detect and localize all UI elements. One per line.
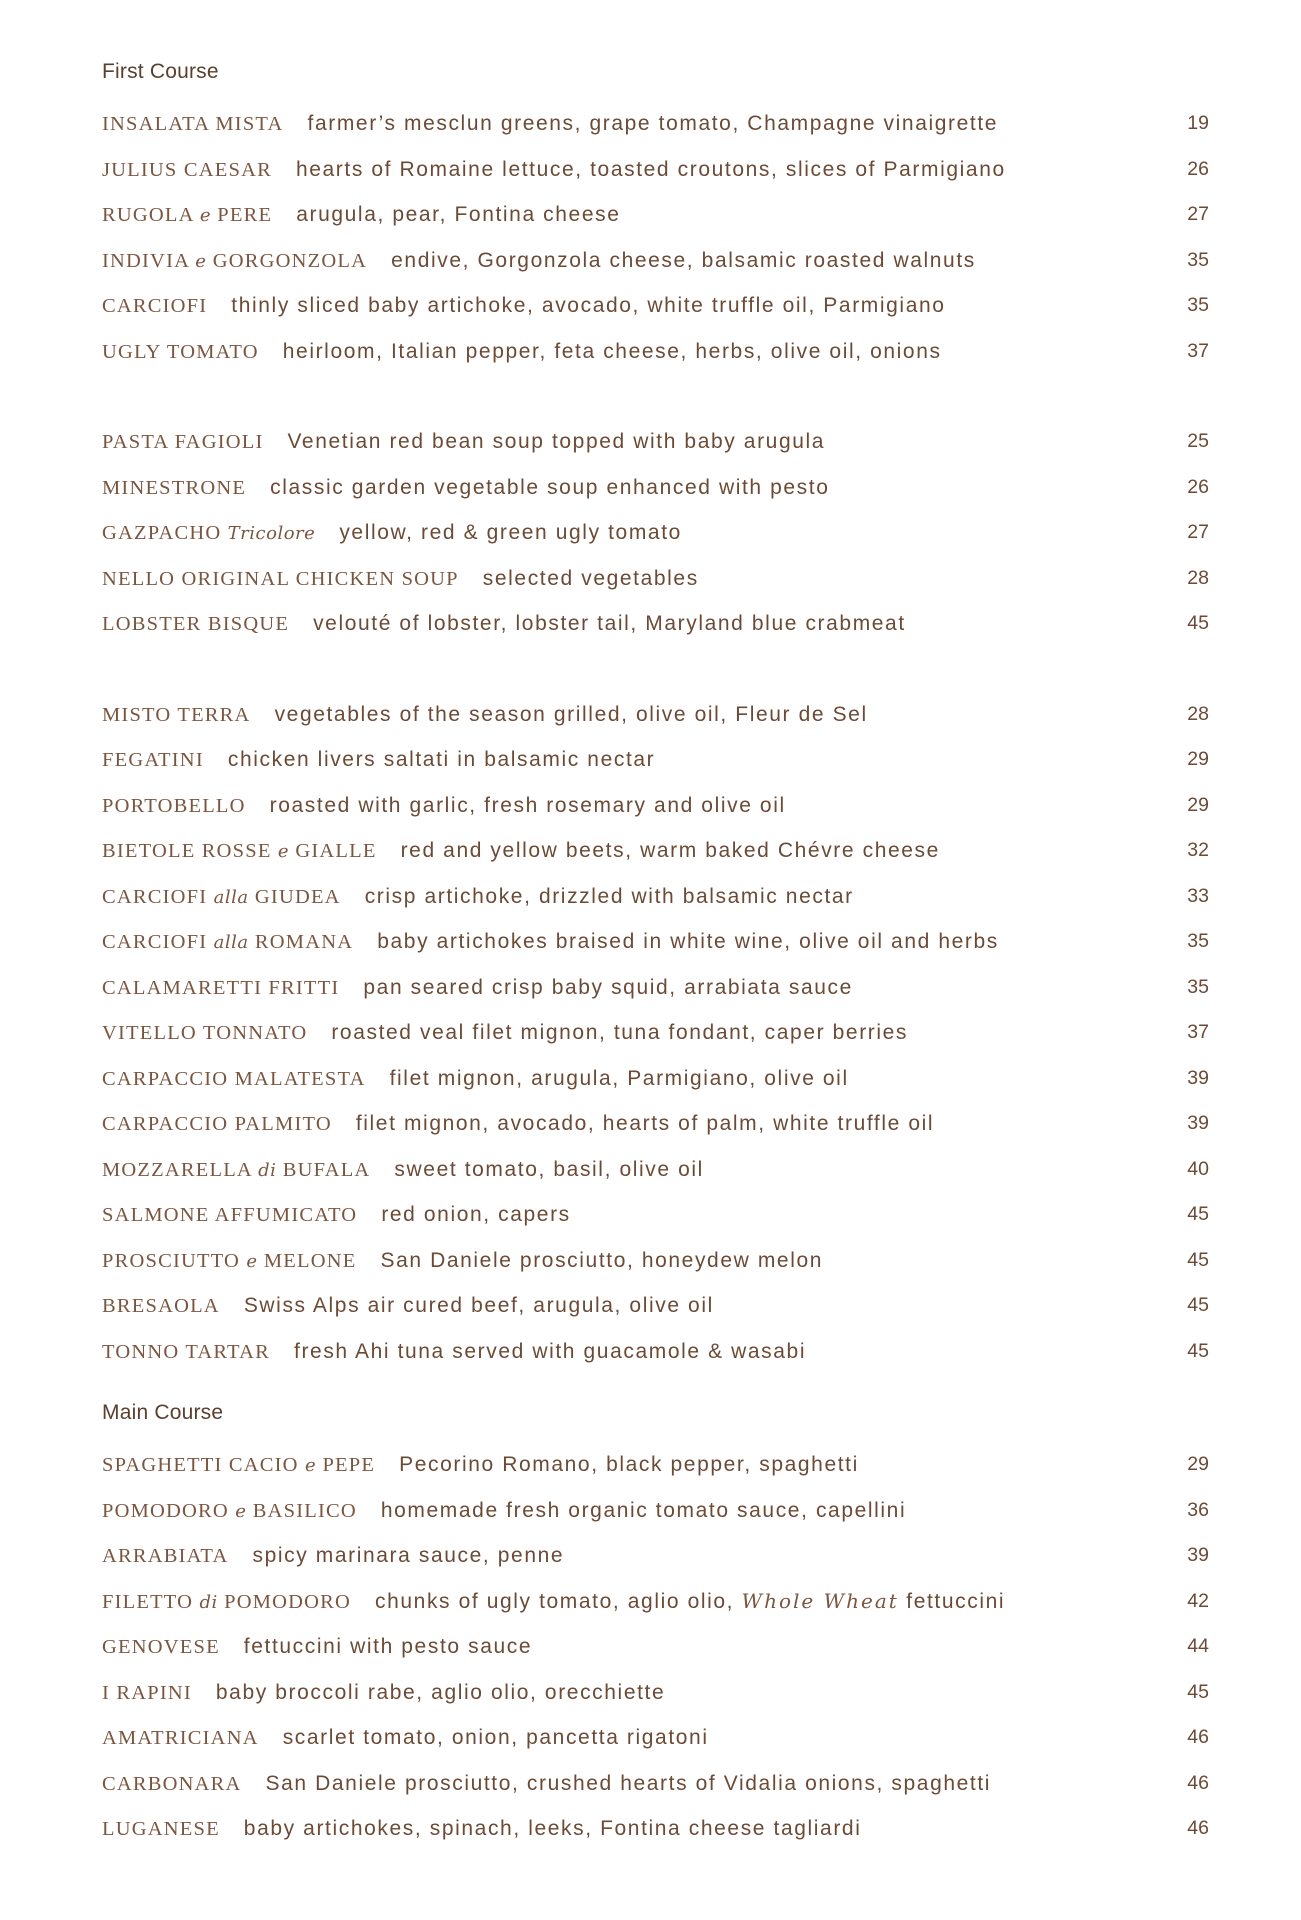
first-course-section xyxy=(102,101,1222,1374)
item-name-part: MOZZARELLA xyxy=(102,1158,259,1181)
menu-item xyxy=(102,147,1222,193)
item-price: 35 xyxy=(1187,930,1209,952)
item-description: endive, Gorgonzola cheese, balsamic roasted walnuts xyxy=(391,248,976,272)
menu-item xyxy=(102,874,1222,920)
menu-item xyxy=(102,601,1222,647)
item-description: roasted with garlic, fresh rosemary and olive oil xyxy=(269,793,786,817)
item-name: GENOVESE xyxy=(102,1636,220,1658)
item-name-part: PEPE xyxy=(316,1454,376,1476)
item-name xyxy=(102,204,272,226)
item-name-part: GIUDEA xyxy=(248,885,341,908)
item-name: UGLY TOMATO xyxy=(102,340,259,363)
item-name: PORTOBELLO xyxy=(102,794,246,817)
item-name-italic: alla xyxy=(213,932,249,953)
item-name-part: GAZPACHO xyxy=(102,522,228,544)
item-description: crisp artichoke, drizzled with balsamic nectar xyxy=(364,884,854,908)
item-name: MISTO TERRA xyxy=(102,703,251,726)
item-price: 37 xyxy=(1187,339,1209,362)
item-price: 26 xyxy=(1187,475,1209,498)
item-name-part: CARCIOFI xyxy=(102,931,214,953)
item-price: 32 xyxy=(1187,839,1209,861)
item-description: filet mignon, avocado, hearts of palm, white truffle oil xyxy=(355,1112,935,1135)
item-name-italic: e xyxy=(246,1250,258,1272)
item-name-italic: e xyxy=(277,841,290,862)
menu-item xyxy=(102,692,1222,738)
item-price: 45 xyxy=(1187,1248,1209,1271)
item-name xyxy=(102,522,315,544)
item-name xyxy=(102,1500,357,1522)
item-description-part: fettuccini xyxy=(898,1589,1006,1613)
item-price: 45 xyxy=(1187,1203,1209,1225)
item-price: 44 xyxy=(1187,1635,1209,1657)
item-description: filet mignon, arugula, Parmigiano, olive oil xyxy=(389,1066,849,1090)
item-price: 35 xyxy=(1187,975,1209,998)
item-description: farmer’s mesclun greens, grape tomato, Champagne vinaigrette xyxy=(307,112,999,135)
item-name-part: INDIVIA xyxy=(102,249,196,272)
item-description: yellow, red & green ugly tomato xyxy=(339,521,682,544)
item-name-part: POMODORO xyxy=(217,1590,352,1613)
item-description: heirloom, Italian pepper, feta cheese, herbs, olive oil, onions xyxy=(282,339,942,363)
item-price: 36 xyxy=(1187,1498,1209,1521)
first-course-heading: First Course xyxy=(102,60,219,83)
item-name-part: FILETTO xyxy=(102,1590,200,1613)
menu-item xyxy=(102,1192,1222,1238)
item-price: 45 xyxy=(1187,1339,1209,1362)
item-description: fettuccini with pesto sauce xyxy=(243,1635,533,1658)
item-name xyxy=(102,886,341,908)
item-name-part: ROMANA xyxy=(248,931,354,953)
item-description: classic garden vegetable soup enhanced with pesto xyxy=(270,475,830,499)
menu-item xyxy=(102,1283,1222,1329)
item-name xyxy=(102,1454,375,1476)
item-description: baby broccoli rabe, aglio olio, orecchiette xyxy=(215,1680,666,1704)
item-price: 45 xyxy=(1187,612,1209,634)
menu-item xyxy=(102,828,1222,874)
item-description: red and yellow beets, warm baked Chévre cheese xyxy=(400,839,940,862)
item-name-part: PROSCIUTTO xyxy=(102,1249,247,1272)
item-name-part: CARCIOFI xyxy=(102,885,214,908)
item-description-script: Whole Wheat xyxy=(741,1588,899,1613)
item-name: TONNO TARTAR xyxy=(102,1340,271,1363)
item-description: chicken livers saltati in balsamic nectar xyxy=(227,748,656,771)
item-name xyxy=(102,1591,351,1613)
item-price: 26 xyxy=(1187,157,1209,180)
menu-item xyxy=(102,1329,1222,1375)
item-description: Pecorino Romano, black pepper, spaghetti xyxy=(399,1453,859,1476)
item-description: San Daniele prosciutto, honeydew melon xyxy=(380,1248,824,1272)
item-description: arugula, pear, Fontina cheese xyxy=(296,203,621,226)
item-description: homemade fresh organic tomato sauce, capellini xyxy=(380,1498,907,1522)
menu-item xyxy=(102,192,1222,238)
item-name: NELLO ORIGINAL CHICKEN SOUP xyxy=(102,567,459,590)
item-name: AMATRICIANA xyxy=(102,1727,259,1749)
item-name-part: PERE xyxy=(210,204,273,226)
item-name-part: GORGONZOLA xyxy=(206,249,368,272)
main-course-section xyxy=(102,1442,1222,1852)
menu-item xyxy=(102,783,1222,829)
item-price: 28 xyxy=(1187,566,1209,589)
menu-item xyxy=(102,419,1222,465)
menu-item xyxy=(102,1442,1222,1488)
item-price: 39 xyxy=(1187,1066,1209,1089)
item-description: thinly sliced baby artichoke, avocado, white truffle oil, Parmigiano xyxy=(231,294,946,317)
item-name-part: RUGOLA xyxy=(102,204,200,226)
item-description: pan seared crisp baby squid, arrabiata sauce xyxy=(363,975,853,999)
item-name-italic: di xyxy=(199,1591,218,1613)
item-name-italic: e xyxy=(199,205,211,226)
item-name-part: BIETOLE ROSSE xyxy=(102,840,278,862)
item-description: selected vegetables xyxy=(482,566,699,590)
menu-item xyxy=(102,1670,1222,1716)
item-price: 40 xyxy=(1187,1157,1209,1180)
item-name: BRESAOLA xyxy=(102,1295,220,1317)
item-price: 29 xyxy=(1187,1453,1209,1475)
item-description: hearts of Romaine lettuce, toasted croutons, slices of Parmigiano xyxy=(295,157,1006,181)
item-name-italic: e xyxy=(195,250,207,272)
item-price: 35 xyxy=(1187,248,1209,271)
menu-item xyxy=(102,1806,1222,1852)
item-name-italic: e xyxy=(235,1500,247,1522)
item-description: vegetables of the season grilled, olive oil, Fleur de Sel xyxy=(274,702,868,726)
item-price: 45 xyxy=(1187,1680,1209,1703)
menu-item xyxy=(102,101,1222,147)
item-name: CALAMARETTI FRITTI xyxy=(102,976,340,999)
menu-item xyxy=(102,283,1222,329)
item-name-part: GIALLE xyxy=(289,840,377,862)
menu-item xyxy=(102,465,1222,511)
item-name: LOBSTER BISQUE xyxy=(102,613,290,635)
item-price: 33 xyxy=(1187,884,1209,907)
item-price: 46 xyxy=(1187,1817,1209,1839)
item-name-part: BASILICO xyxy=(246,1499,357,1522)
item-price: 35 xyxy=(1187,294,1209,316)
item-price: 27 xyxy=(1187,203,1209,225)
item-name: PASTA FAGIOLI xyxy=(102,431,264,453)
menu-item xyxy=(102,965,1222,1011)
menu-group xyxy=(102,101,1222,374)
item-description: velouté of lobster, lobster tail, Maryland blue crabmeat xyxy=(313,612,906,635)
item-name-part: POMODORO xyxy=(102,1499,236,1522)
menu-item xyxy=(102,1238,1222,1284)
item-price: 42 xyxy=(1187,1589,1209,1612)
item-name: FEGATINI xyxy=(102,749,204,771)
item-description: spicy marinara sauce, penne xyxy=(252,1544,565,1567)
item-description: fresh Ahi tuna served with guacamole & wasabi xyxy=(294,1339,807,1363)
item-name-italic: e xyxy=(304,1455,317,1476)
main-course-heading: Main Course xyxy=(102,1401,224,1424)
item-price: 37 xyxy=(1187,1021,1209,1043)
menu-item xyxy=(102,238,1222,284)
item-description: Venetian red bean soup topped with baby arugula xyxy=(287,430,826,453)
item-description: baby artichokes, spinach, leeks, Fontina cheese tagliardi xyxy=(243,1817,862,1840)
item-name-part: MELONE xyxy=(257,1249,357,1272)
item-name: INSALATA MISTA xyxy=(102,113,284,135)
menu-item xyxy=(102,1101,1222,1147)
menu-item xyxy=(102,1624,1222,1670)
item-name: ARRABIATA xyxy=(102,1545,229,1567)
item-name: CARCIOFI xyxy=(102,295,208,317)
item-price: 46 xyxy=(1187,1771,1209,1794)
item-name: LUGANESE xyxy=(102,1818,220,1840)
item-description: baby artichokes braised in white wine, olive oil and herbs xyxy=(377,930,999,953)
menu-item xyxy=(102,1761,1222,1807)
item-name: I RAPINI xyxy=(102,1681,192,1704)
item-name-italic: di xyxy=(258,1159,277,1181)
item-description: red onion, capers xyxy=(381,1203,571,1226)
item-name-part: BUFALA xyxy=(276,1158,371,1181)
item-name: JULIUS CAESAR xyxy=(102,158,272,181)
menu-item xyxy=(102,1533,1222,1579)
item-name xyxy=(102,931,353,953)
item-description: roasted veal filet mignon, tuna fondant, caper berries xyxy=(331,1021,909,1044)
item-price: 29 xyxy=(1187,748,1209,770)
item-name: CARPACCIO PALMITO xyxy=(102,1113,332,1135)
item-name-italic: alla xyxy=(213,886,249,908)
menu-page xyxy=(102,55,1222,1852)
item-price: 46 xyxy=(1187,1726,1209,1748)
item-name-italic: Tricolore xyxy=(227,523,316,544)
menu-item xyxy=(102,329,1222,375)
item-name xyxy=(102,250,367,272)
item-name: VITELLO TONNATO xyxy=(102,1022,308,1044)
menu-group xyxy=(102,692,1222,1375)
item-price: 39 xyxy=(1187,1112,1209,1134)
item-price: 27 xyxy=(1187,521,1209,543)
item-name-part: SPAGHETTI CACIO xyxy=(102,1454,305,1476)
menu-item xyxy=(102,1488,1222,1534)
item-description: sweet tomato, basil, olive oil xyxy=(394,1157,704,1181)
menu-item xyxy=(102,1579,1222,1625)
item-price: 45 xyxy=(1187,1294,1209,1316)
menu-item xyxy=(102,510,1222,556)
menu-item xyxy=(102,1056,1222,1102)
item-name xyxy=(102,1250,356,1272)
item-name: SALMONE AFFUMICATO xyxy=(102,1204,358,1226)
item-description xyxy=(375,1590,1005,1613)
item-description-part: chunks of ugly tomato, aglio olio, xyxy=(375,1589,742,1613)
menu-group xyxy=(102,419,1222,647)
item-name xyxy=(102,1159,370,1181)
menu-item xyxy=(102,1010,1222,1056)
item-name: CARPACCIO MALATESTA xyxy=(102,1067,366,1090)
item-price: 25 xyxy=(1187,430,1209,452)
item-price: 28 xyxy=(1187,702,1209,725)
menu-item xyxy=(102,1147,1222,1193)
item-name: CARBONARA xyxy=(102,1772,242,1795)
menu-item xyxy=(102,737,1222,783)
menu-item xyxy=(102,919,1222,965)
item-price: 19 xyxy=(1187,112,1209,134)
item-name: MINESTRONE xyxy=(102,476,247,499)
item-description: scarlet tomato, onion, pancetta rigatoni xyxy=(282,1726,709,1749)
item-description: San Daniele prosciutto, crushed hearts of Vidalia onions, spaghetti xyxy=(265,1771,992,1795)
menu-group xyxy=(102,1442,1222,1852)
menu-item xyxy=(102,1715,1222,1761)
item-price: 29 xyxy=(1187,793,1209,816)
menu-item xyxy=(102,556,1222,602)
item-description: Swiss Alps air cured beef, arugula, olive oil xyxy=(243,1294,714,1317)
item-name xyxy=(102,840,377,862)
item-price: 39 xyxy=(1187,1544,1209,1566)
